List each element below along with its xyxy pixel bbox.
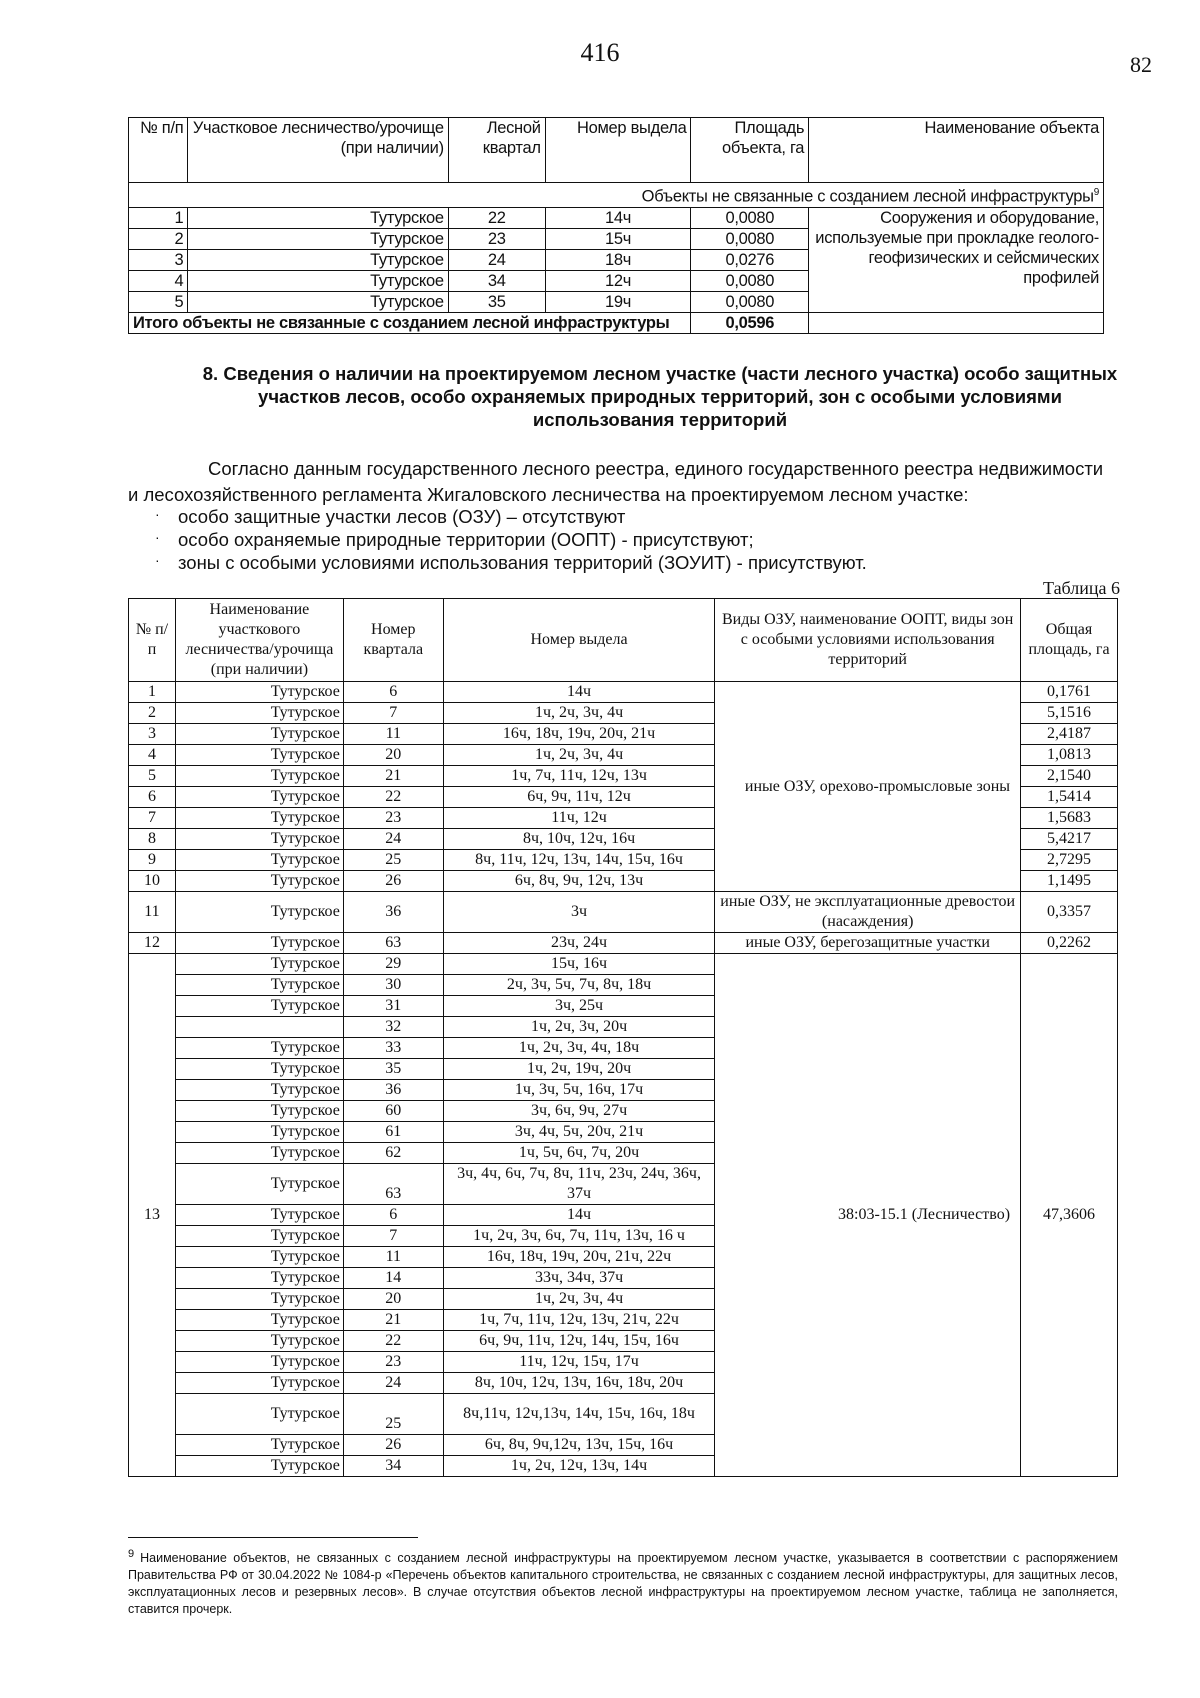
cell-sections: 1ч, 2ч, 3ч, 4ч, 18ч — [443, 1038, 715, 1059]
cell-sections: 8ч, 11ч, 12ч, 13ч, 14ч, 15ч, 16ч — [443, 850, 715, 871]
cell-forestry: Тутурское — [175, 787, 343, 808]
cell-quarter: 22 — [343, 787, 443, 808]
cell-forestry: Тутурское — [175, 1394, 343, 1435]
footnote-text: Наименование объектов, не связанных с созданием лесной инфраструктуры на проектируемом лесном участке, указывается в соответствии с распоряжением Правительства РФ от 30.04.2022 № 1084-р «Перечень объектов капитального строительства, не связанных с созданием лесной инфраструктуры, для защитных лесов, эксплуатационных лесов и резервных лесов». В случае отсутствия объектов лесной инфраструктуры на проектируемом лесном участке, таблица не заполняется, ставится прочерк. — [128, 1551, 1118, 1617]
cell-forestry: Тутурское — [175, 808, 343, 829]
cell-sections: 6ч, 8ч, 9ч, 12ч, 13ч — [443, 871, 715, 892]
cell-quarter: 6 — [343, 1205, 443, 1226]
cell-forestry: Тутурское — [175, 975, 343, 996]
cell-forestry: Тутурское — [175, 1080, 343, 1101]
page-number-center: 416 — [580, 38, 620, 67]
cell-sections: 1ч, 2ч, 12ч, 13ч, 14ч — [443, 1456, 715, 1477]
cell-sections: 1ч, 5ч, 6ч, 7ч, 20ч — [443, 1143, 715, 1164]
cell-number: 2 — [129, 228, 188, 249]
cell-quarter: 26 — [343, 1435, 443, 1456]
cell-sections: 11ч, 12ч — [443, 808, 715, 829]
table-row — [129, 892, 1118, 933]
cell-section: 19ч — [545, 291, 691, 312]
cell-forestry: Тутурское — [175, 829, 343, 850]
cell-sections: 16ч, 18ч, 19ч, 20ч, 21ч — [443, 724, 715, 745]
cell-forestry: Тутурское — [188, 207, 448, 228]
cell-quarter: 25 — [343, 850, 443, 871]
total-value: 0,0596 — [691, 312, 809, 333]
section-title: Объекты не связанные с созданием лесной инфраструктуры — [641, 187, 1094, 206]
cell-area: 0,2262 — [1021, 933, 1118, 954]
header-number: № п/п — [129, 118, 188, 183]
cell-sections: 6ч, 9ч, 11ч, 12ч — [443, 787, 715, 808]
cell-forestry: Тутурское — [175, 1205, 343, 1226]
cell-quarter: 23 — [343, 808, 443, 829]
cell-forestry: Тутурское — [175, 1352, 343, 1373]
cell-number: 11 — [129, 892, 176, 933]
cell-sections: 16ч, 18ч, 19ч, 20ч, 21ч, 22ч — [443, 1247, 715, 1268]
cell-quarter: 63 — [343, 933, 443, 954]
cell-number: 1 — [129, 207, 188, 228]
cell-sections: 33ч, 34ч, 37ч — [443, 1268, 715, 1289]
cell-area: 2,7295 — [1021, 850, 1118, 871]
cell-section: 12ч — [545, 270, 691, 291]
cell-number: 5 — [129, 291, 188, 312]
cell-sections: 1ч, 2ч, 3ч, 6ч, 7ч, 11ч, 13ч, 16 ч — [443, 1226, 715, 1247]
header-zone-type: Виды ОЗУ, наименование ООПТ, виды зон с особыми условиями использования территорий — [715, 599, 1021, 682]
cell-sections: 1ч, 2ч, 3ч, 20ч — [443, 1017, 715, 1038]
cell-area: 2,1540 — [1021, 766, 1118, 787]
cell-forestry: Тутурское — [175, 933, 343, 954]
cell-quarter: 62 — [343, 1143, 443, 1164]
cell-number: 6 — [129, 787, 176, 808]
cell-sections: 8ч, 10ч, 12ч, 16ч — [443, 829, 715, 850]
cell-quarter: 21 — [343, 766, 443, 787]
cell-sections: 23ч, 24ч — [443, 933, 715, 954]
cell-quarter: 36 — [343, 892, 443, 933]
cell-quarter: 23 — [448, 228, 545, 249]
header-section: Номер выдела — [545, 118, 691, 183]
cell-forestry: Тутурское — [175, 1289, 343, 1310]
cell-forestry: Тутурское — [188, 270, 448, 291]
header-area: Площадь объекта, га — [691, 118, 809, 183]
bullet-list — [150, 505, 867, 574]
cell-quarter: 7 — [343, 1226, 443, 1247]
table-caption: Таблица 6 — [1043, 578, 1120, 598]
cell-object-name: Сооружения и оборудование, используемые при прокладке геолого-геофизических и сейсмических профилей — [809, 207, 1104, 312]
cell-sections: 6ч, 9ч, 11ч, 12ч, 14ч, 15ч, 16ч — [443, 1331, 715, 1352]
cell-number: 9 — [129, 850, 176, 871]
cell-forestry: Тутурское — [175, 1373, 343, 1394]
section-heading: 8. Сведения о наличии на проектируемом лесном участке (части лесного участка) особо защитных участков лесов, особо охраняемых природных территорий, зон с особыми условиями использования территорий — [202, 363, 1118, 430]
cell-sections: 2ч, 3ч, 5ч, 7ч, 8ч, 18ч — [443, 975, 715, 996]
cell-quarter: 26 — [343, 871, 443, 892]
cell-quarter: 35 — [448, 291, 545, 312]
cell-quarter: 22 — [448, 207, 545, 228]
cell-forestry: Тутурское — [175, 850, 343, 871]
cell-forestry: Тутурское — [175, 703, 343, 724]
cell-sections: 3ч, 4ч, 6ч, 7ч, 8ч, 11ч, 23ч, 24ч, 36ч, 37ч — [443, 1164, 715, 1205]
cell-forestry: Тутурское — [175, 1226, 343, 1247]
total-row — [129, 312, 1104, 333]
cell-forestry: Тутурское — [175, 1456, 343, 1477]
cell-forestry: Тутурское — [188, 249, 448, 270]
cell-forestry: Тутурское — [175, 745, 343, 766]
cell-forestry: Тутурское — [188, 228, 448, 249]
cell-sections: 3ч, 25ч — [443, 996, 715, 1017]
cell-section: 15ч — [545, 228, 691, 249]
cell-sections: 14ч — [443, 682, 715, 703]
cell-sections: 8ч,11ч, 12ч,13ч, 14ч, 15ч, 16ч, 18ч — [443, 1394, 715, 1435]
cell-number: 3 — [129, 249, 188, 270]
footnote-divider — [128, 1537, 418, 1538]
cell-area: 0,1761 — [1021, 682, 1118, 703]
cell-quarter: 24 — [343, 1373, 443, 1394]
cell-sections: 3ч, 6ч, 9ч, 27ч — [443, 1101, 715, 1122]
cell-number: 13 — [129, 954, 176, 1477]
cell-section: 14ч — [545, 207, 691, 228]
cell-forestry: Тутурское — [175, 1247, 343, 1268]
cell-total-area: 47,3606 — [1021, 954, 1118, 1477]
bullet-item: · зоны с особыми условиями использования территорий (ЗОУИТ) - присутствуют. — [150, 551, 867, 574]
cell-sections: 15ч, 16ч — [443, 954, 715, 975]
cell-sections: 6ч, 8ч, 9ч,12ч, 13ч, 15ч, 16ч — [443, 1435, 715, 1456]
cell-quarter: 33 — [343, 1038, 443, 1059]
cell-forestry — [175, 1017, 343, 1038]
cell-area: 1,5414 — [1021, 787, 1118, 808]
header-forestry: Наименование участкового лесничества/урочища (при наличии) — [175, 599, 343, 682]
cell-forestry: Тутурское — [175, 996, 343, 1017]
cell-quarter: 6 — [343, 682, 443, 703]
cell-quarter: 23 — [343, 1352, 443, 1373]
cell-forestry: Тутурское — [175, 1331, 343, 1352]
cell-forestry: Тутурское — [175, 1101, 343, 1122]
cell-forestry: Тутурское — [175, 892, 343, 933]
cell-forestry: Тутурское — [175, 871, 343, 892]
cell-area: 2,4187 — [1021, 724, 1118, 745]
cell-area: 1,5683 — [1021, 808, 1118, 829]
cell-sections: 1ч, 2ч, 3ч, 4ч — [443, 703, 715, 724]
objects-table — [128, 117, 1104, 334]
table-header-row — [129, 118, 1104, 183]
cell-quarter: 20 — [343, 1289, 443, 1310]
cell-forestry: Тутурское — [175, 1310, 343, 1331]
table-header-row — [129, 599, 1118, 682]
table-row — [129, 682, 1118, 703]
cell-number: 8 — [129, 829, 176, 850]
table-row — [129, 207, 1104, 228]
cell-sections: 11ч, 12ч, 15ч, 17ч — [443, 1352, 715, 1373]
cell-quarter: 63 — [343, 1164, 443, 1205]
cell-quarter: 34 — [343, 1456, 443, 1477]
cell-quarter: 7 — [343, 703, 443, 724]
cell-area: 5,4217 — [1021, 829, 1118, 850]
section-row — [129, 183, 1104, 208]
cell-quarter: 61 — [343, 1122, 443, 1143]
cell-zone-type: иные ОЗУ, не эксплуатационные древостои (насаждения) — [715, 892, 1021, 933]
cell-sections: 1ч, 7ч, 11ч, 12ч, 13ч — [443, 766, 715, 787]
cell-quarter: 36 — [343, 1080, 443, 1101]
cell-quarter: 30 — [343, 975, 443, 996]
cell-forestry: Тутурское — [175, 1164, 343, 1205]
cell-forestry: Тутурское — [175, 1122, 343, 1143]
cell-area: 0,0080 — [691, 207, 809, 228]
intro-paragraph: Согласно данным государственного лесного реестра, единого государственного реестра недвижимости и лесохозяйственного регламента Жигаловского лесничества на проектируемом лесном участке: — [128, 458, 1104, 505]
cell-section: 18ч — [545, 249, 691, 270]
cell-sections: 8ч, 10ч, 12ч, 13ч, 16ч, 18ч, 20ч — [443, 1373, 715, 1394]
cell-quarter: 21 — [343, 1310, 443, 1331]
cell-quarter: 60 — [343, 1101, 443, 1122]
cell-zone-type: иные ОЗУ, орехово-промысловые зоны — [715, 682, 1021, 892]
cell-forestry: Тутурское — [175, 1143, 343, 1164]
cell-quarter: 22 — [343, 1331, 443, 1352]
cell-forestry: Тутурское — [175, 682, 343, 703]
header-object-name: Наименование объекта — [809, 118, 1104, 183]
cell-number: 1 — [129, 682, 176, 703]
cell-quarter: 24 — [448, 249, 545, 270]
cell-area: 1,0813 — [1021, 745, 1118, 766]
cell-forestry: Тутурское — [175, 1268, 343, 1289]
cell-quarter: 32 — [343, 1017, 443, 1038]
cell-forestry: Тутурское — [175, 724, 343, 745]
bullet-item: · особо защитные участки лесов (ОЗУ) – отсутствуют — [150, 505, 867, 528]
cell-number: 2 — [129, 703, 176, 724]
cell-quarter: 20 — [343, 745, 443, 766]
cell-quarter: 35 — [343, 1059, 443, 1080]
table-row — [129, 954, 1118, 975]
cell-area: 5,1516 — [1021, 703, 1118, 724]
cell-sections: 1ч, 3ч, 5ч, 16ч, 17ч — [443, 1080, 715, 1101]
section-title-cell — [129, 183, 1104, 208]
cell-quarter: 29 — [343, 954, 443, 975]
cell-area: 0,0080 — [691, 228, 809, 249]
footnote-ref: 9 — [1093, 187, 1099, 198]
cell-quarter: 34 — [448, 270, 545, 291]
cell-zone-type: иные ОЗУ, берегозащитные участки — [715, 933, 1021, 954]
cell-area: 0,3357 — [1021, 892, 1118, 933]
header-quarter: Лесной квартал — [448, 118, 545, 183]
cell-sections: 3ч — [443, 892, 715, 933]
cell-sections: 1ч, 2ч, 19ч, 20ч — [443, 1059, 715, 1080]
cell-quarter: 14 — [343, 1268, 443, 1289]
cell-quarter: 31 — [343, 996, 443, 1017]
cell-sections: 1ч, 2ч, 3ч, 4ч — [443, 745, 715, 766]
bullet-item: · особо охраняемые природные территории (ООПТ) - присутствуют; — [150, 528, 867, 551]
cell-number: 4 — [129, 745, 176, 766]
header-quarter: Номер квартала — [343, 599, 443, 682]
cell-number: 7 — [129, 808, 176, 829]
header-total-area: Общая площадь, га — [1021, 599, 1118, 682]
cell-number: 10 — [129, 871, 176, 892]
footnote-mark: 9 — [128, 1548, 135, 1560]
cell-area: 1,1495 — [1021, 871, 1118, 892]
cell-forestry: Тутурское — [175, 1435, 343, 1456]
header-number: № п/п — [129, 599, 176, 682]
cell-forestry: Тутурское — [175, 954, 343, 975]
cell-area: 0,0080 — [691, 270, 809, 291]
cell-quarter: 11 — [343, 724, 443, 745]
cell-area: 0,0080 — [691, 291, 809, 312]
cell-quarter: 24 — [343, 829, 443, 850]
cell-area: 0,0276 — [691, 249, 809, 270]
cell-forestry: Тутурское — [188, 291, 448, 312]
cell-sections: 1ч, 2ч, 3ч, 4ч — [443, 1289, 715, 1310]
total-label: Итого объекты не связанные с созданием лесной инфраструктуры — [129, 312, 691, 333]
cell-number: 12 — [129, 933, 176, 954]
cell-number: 3 — [129, 724, 176, 745]
cell-sections: 3ч, 4ч, 5ч, 20ч, 21ч — [443, 1122, 715, 1143]
cell-quarter: 25 — [343, 1394, 443, 1435]
total-empty-cell — [809, 312, 1104, 333]
header-sections: Номер выдела — [443, 599, 715, 682]
protected-areas-table — [128, 598, 1118, 1477]
cell-number: 5 — [129, 766, 176, 787]
cell-forestry: Тутурское — [175, 1059, 343, 1080]
page-number-right: 82 — [1130, 52, 1152, 77]
header-forestry: Участковое лесничество/урочище (при наличии) — [188, 118, 448, 183]
cell-forestry: Тутурское — [175, 1038, 343, 1059]
footnote — [128, 1546, 1118, 1618]
cell-quarter: 11 — [343, 1247, 443, 1268]
cell-sections: 14ч — [443, 1205, 715, 1226]
table-row — [129, 933, 1118, 954]
cell-sections: 1ч, 7ч, 11ч, 12ч, 13ч, 21ч, 22ч — [443, 1310, 715, 1331]
cell-forestry: Тутурское — [175, 766, 343, 787]
cell-number: 4 — [129, 270, 188, 291]
cell-zone-type: 38:03-15.1 (Лесничество) — [715, 954, 1021, 1477]
